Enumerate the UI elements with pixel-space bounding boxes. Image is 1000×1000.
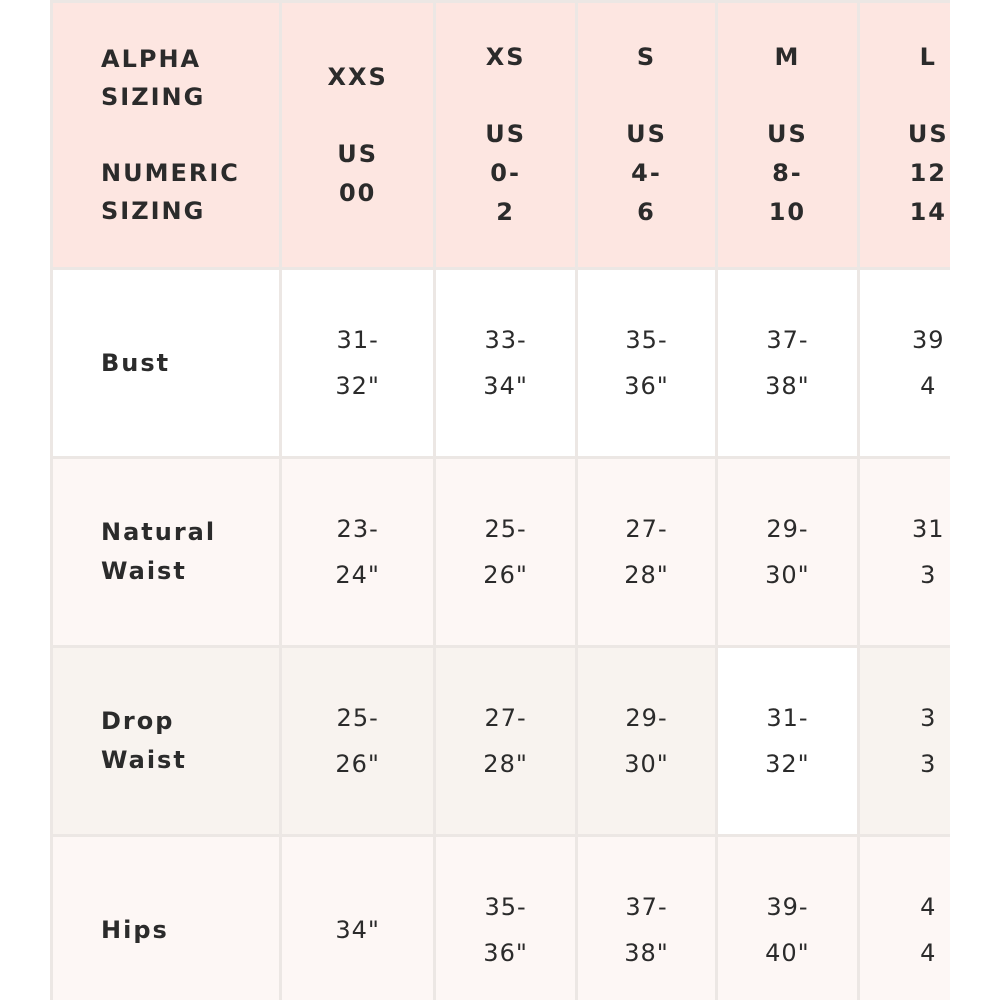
numeric-size: 10 xyxy=(768,198,807,226)
measurement-value: 34" xyxy=(483,372,528,400)
measurement-value: 28" xyxy=(624,561,669,589)
alpha-size: M xyxy=(774,43,801,71)
table-row-bust xyxy=(52,269,999,458)
measurement-value: 36" xyxy=(483,939,528,967)
measurement-cell xyxy=(717,269,858,458)
measurement-value: 4 xyxy=(920,939,937,967)
measurement-cell xyxy=(576,269,716,458)
measurement-value: 30" xyxy=(624,750,669,778)
measurement-value: 3 xyxy=(920,561,937,589)
measurement-cell xyxy=(280,836,434,1000)
measurement-value: 35- xyxy=(625,326,668,354)
measurement-cell xyxy=(280,647,434,836)
measurement-value: 32" xyxy=(765,750,810,778)
measurement-cell xyxy=(435,269,576,458)
measurement-value: 39 xyxy=(912,326,945,354)
row-label-drop-waist xyxy=(52,647,281,836)
measurement-value: 32" xyxy=(335,372,380,400)
sizing-corner-header xyxy=(52,2,281,269)
measurement-value: 36" xyxy=(624,372,669,400)
alpha-size: XS xyxy=(485,43,526,71)
measurement-value: 39- xyxy=(766,893,809,921)
measurement-value: 33- xyxy=(484,326,527,354)
measurement-value: 28" xyxy=(483,750,528,778)
row-label-natural-waist xyxy=(52,458,281,647)
row-label-text: Natural xyxy=(101,518,217,546)
size-column-header-xs xyxy=(435,2,576,269)
table-row-hips xyxy=(52,836,999,1000)
measurement-value: 40" xyxy=(765,939,810,967)
header-row xyxy=(52,2,999,269)
measurement-cell xyxy=(576,458,716,647)
size-column-header-s xyxy=(576,2,716,269)
measurement-value: 26" xyxy=(483,561,528,589)
alpha-size: XXS xyxy=(327,62,388,91)
measurement-value: 29- xyxy=(766,515,809,543)
numeric-size: 12 xyxy=(909,159,948,187)
size-column-header-m xyxy=(717,2,858,269)
size-column-header-xxs xyxy=(280,2,434,269)
measurement-cell xyxy=(576,647,716,836)
row-label-text: Waist xyxy=(101,746,187,774)
numeric-sizing-label: NUMERIC xyxy=(101,159,240,187)
numeric-size: 14 xyxy=(909,198,948,226)
measurement-value: 4 xyxy=(920,893,937,921)
alpha-sizing-label-2: SIZING xyxy=(101,83,206,111)
measurement-value: 25- xyxy=(484,515,527,543)
numeric-size: US xyxy=(626,120,667,148)
alpha-size: S xyxy=(636,43,657,71)
measurement-value: 4 xyxy=(920,372,937,400)
row-label-hips xyxy=(52,836,281,1000)
size-chart-table xyxy=(50,0,1000,1000)
numeric-size: 2 xyxy=(496,198,515,226)
measurement-value: 37- xyxy=(625,893,668,921)
table-row-natural-waist xyxy=(52,458,999,647)
measurement-value: 30" xyxy=(765,561,810,589)
numeric-size: US xyxy=(907,120,949,148)
alpha-size: L xyxy=(919,43,937,71)
numeric-size: 6 xyxy=(637,198,656,226)
measurement-value: 35- xyxy=(484,893,527,921)
row-label-text: Drop xyxy=(101,707,175,735)
measurement-value: 34" xyxy=(335,916,380,944)
measurement-cell xyxy=(435,836,576,1000)
numeric-size: 0- xyxy=(490,159,521,187)
measurement-value: 38" xyxy=(624,939,669,967)
measurement-value: 29- xyxy=(625,704,668,732)
measurement-cell xyxy=(280,458,434,647)
measurement-cell xyxy=(717,647,858,836)
measurement-cell xyxy=(280,269,434,458)
measurement-cell xyxy=(576,836,716,1000)
measurement-value: 25- xyxy=(336,704,379,732)
numeric-size: 00 xyxy=(338,178,377,207)
numeric-size: 8- xyxy=(772,159,803,187)
measurement-value: 31- xyxy=(766,704,809,732)
row-label-text: Waist xyxy=(101,557,187,585)
row-label-bust xyxy=(52,269,281,458)
numeric-size: US xyxy=(337,139,379,168)
right-edge-crop xyxy=(950,0,1000,1000)
measurement-value: 23- xyxy=(336,515,379,543)
measurement-value: 31- xyxy=(336,326,379,354)
measurement-value: 27- xyxy=(625,515,668,543)
numeric-size: 4- xyxy=(631,159,662,187)
measurement-value: 3 xyxy=(920,750,937,778)
table-row-drop-waist xyxy=(52,647,999,836)
measurement-value: 26" xyxy=(335,750,380,778)
measurement-value: 31 xyxy=(912,515,945,543)
measurement-cell xyxy=(717,836,858,1000)
alpha-sizing-label: ALPHA xyxy=(101,45,202,73)
measurement-value: 37- xyxy=(766,326,809,354)
numeric-size: US xyxy=(485,120,526,148)
row-label-text: Hips xyxy=(101,915,169,944)
measurement-value: 24" xyxy=(335,561,380,589)
row-label-text: Bust xyxy=(101,348,171,377)
measurement-cell xyxy=(717,458,858,647)
numeric-sizing-label-2: SIZING xyxy=(101,197,206,225)
measurement-value: 38" xyxy=(765,372,810,400)
measurement-cell xyxy=(435,458,576,647)
measurement-value: 3 xyxy=(920,704,937,732)
measurement-value: 27- xyxy=(484,704,527,732)
numeric-size: US xyxy=(767,120,808,148)
measurement-cell xyxy=(435,647,576,836)
